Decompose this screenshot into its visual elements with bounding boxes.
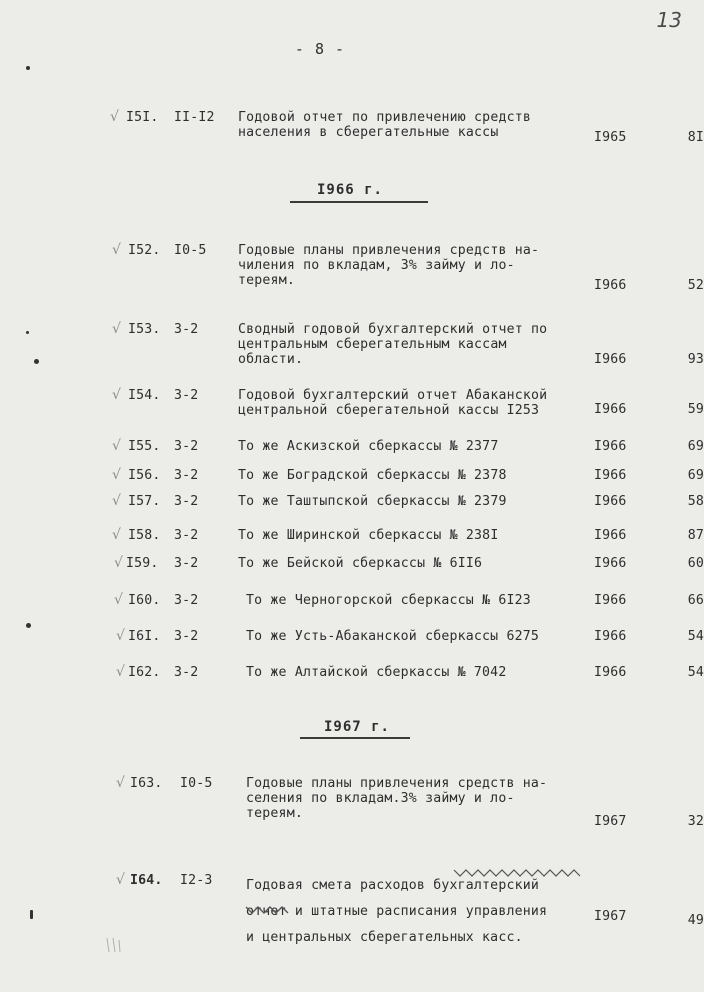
entry-pages: 58	[687, 494, 704, 509]
entry-code: 3-2	[174, 494, 199, 509]
entry-pages: 8I	[687, 130, 704, 145]
entry-year: I966	[594, 439, 627, 454]
page-number: - 8 -	[294, 40, 346, 58]
entry-year: I966	[594, 593, 627, 608]
entry-description: То же Алтайской сберкассы № 7042	[246, 665, 507, 680]
check-mark-icon: √	[112, 493, 122, 509]
entry-number: I6I.	[128, 629, 161, 644]
entry-code: I0-5	[174, 243, 207, 258]
entry-pages: 66	[687, 593, 704, 608]
entry-pages: 54	[687, 629, 704, 644]
check-mark-icon: √	[114, 592, 124, 608]
section-heading-1966: I966 г.	[316, 182, 383, 198]
section-underline	[300, 737, 410, 739]
entry-code: 3-2	[174, 629, 199, 644]
entry-pages: 59	[687, 402, 704, 417]
entry-code: I2-3	[180, 873, 213, 888]
entry-pages: 93	[687, 352, 704, 367]
entry-code: 3-2	[174, 556, 199, 571]
check-mark-icon: √	[112, 387, 122, 403]
entry-number: I60.	[128, 593, 161, 608]
entry-number: I57.	[128, 494, 161, 509]
entry-year: I966	[594, 665, 627, 680]
entry-year: I966	[594, 278, 627, 293]
entry-code: 3-2	[174, 322, 199, 337]
section-underline	[290, 201, 428, 203]
entry-description: Годовые планы привлечения средств на- чиления по вкладам, 3% займу и ло- тереям.	[238, 243, 540, 288]
margin-dot	[30, 910, 33, 919]
check-mark-icon: √	[112, 527, 122, 543]
entry-description: То же Боградской сберкассы № 2378	[238, 468, 507, 483]
entry-year: I966	[594, 352, 627, 367]
entry-year: I966	[594, 494, 627, 509]
entry-pages: 87	[687, 528, 704, 543]
entry-number: I53.	[128, 322, 161, 337]
check-mark-icon: √	[116, 628, 126, 644]
check-mark-icon: √	[112, 321, 122, 337]
entry-number: I63.	[130, 776, 163, 791]
entry-code: I0-5	[180, 776, 213, 791]
entry-number: I62.	[128, 665, 161, 680]
margin-dot	[26, 66, 30, 70]
entry-description: Годовой бухгалтерский отчет Абаканской центральной сберегательной кассы I253	[238, 388, 548, 418]
entry-description: То же Черногорской сберкассы № 6I23	[246, 593, 531, 608]
entry-code: 3-2	[174, 665, 199, 680]
entry-pages: 49	[687, 913, 704, 928]
entry-description: То же Усть-Абаканской сберкассы 6275	[246, 629, 540, 644]
entry-pages: 32	[687, 814, 704, 829]
entry-number: I64.	[130, 873, 163, 888]
entry-number: I5I.	[126, 110, 159, 125]
entry-year: I966	[594, 629, 627, 644]
check-mark-icon: √	[114, 555, 124, 571]
check-mark-icon: √	[116, 872, 126, 888]
entry-pages: 60	[687, 556, 704, 571]
entry-number: I59.	[126, 556, 159, 571]
entry-code: 3-2	[174, 468, 199, 483]
entry-description: Сводный годовой бухгалтерский отчет по центральным сберегательным кассам области.	[238, 322, 548, 367]
handwritten-folio-number: 13	[656, 8, 682, 32]
entry-number: I54.	[128, 388, 161, 403]
entry-pages: 52	[687, 278, 704, 293]
entry-description: То же Ширинской сберкассы № 238I	[238, 528, 499, 543]
entry-description: То же Бейской сберкассы № 6II6	[238, 556, 483, 571]
entry-pages: 54	[687, 665, 704, 680]
margin-dot	[26, 623, 31, 628]
entry-description: Годовой отчет по привлечению средств населения в сберегательные кассы	[238, 110, 532, 140]
entry-code: 3-2	[174, 593, 199, 608]
entry-code: 3-2	[174, 439, 199, 454]
entry-number: I55.	[128, 439, 161, 454]
check-mark-icon: √	[110, 109, 120, 125]
entry-year: I965	[594, 130, 627, 145]
section-heading-1967: I967 г.	[323, 719, 390, 735]
entry-number: I56.	[128, 468, 161, 483]
check-mark-icon: √	[112, 438, 122, 454]
entry-description: То же Таштыпской сберкассы № 2379	[238, 494, 507, 509]
check-mark-icon: √	[116, 775, 126, 791]
pencil-mark	[104, 936, 124, 956]
strikeout-mark	[244, 902, 294, 916]
margin-dot	[26, 331, 29, 334]
entry-year: I967	[594, 909, 627, 924]
entry-pages: 69	[687, 439, 704, 454]
entry-number: I52.	[128, 243, 161, 258]
entry-number: I58.	[128, 528, 161, 543]
check-mark-icon: √	[116, 664, 126, 680]
entry-pages: 69	[687, 468, 704, 483]
entry-description: Годовые планы привлечения средств на- селения по вкладам.3% займу и ло- тереям.	[246, 776, 548, 821]
entry-year: I966	[594, 402, 627, 417]
entry-year: I967	[594, 814, 627, 829]
entry-code: 3-2	[174, 528, 199, 543]
entry-code: 3-2	[174, 388, 199, 403]
margin-dot	[34, 359, 39, 364]
entry-year: I966	[594, 528, 627, 543]
check-mark-icon: √	[112, 467, 122, 483]
check-mark-icon: √	[112, 242, 122, 258]
entry-code: II-I2	[174, 110, 215, 125]
entry-year: I966	[594, 556, 627, 571]
entry-description: Годовая смета расходов бухгалтерский отчет и штатные расписания управления и центральных сберегательных касс.	[246, 878, 548, 945]
entry-year: I966	[594, 468, 627, 483]
entry-description: То же Аскизской сберкассы № 2377	[238, 439, 499, 454]
strikeout-mark	[452, 866, 582, 880]
